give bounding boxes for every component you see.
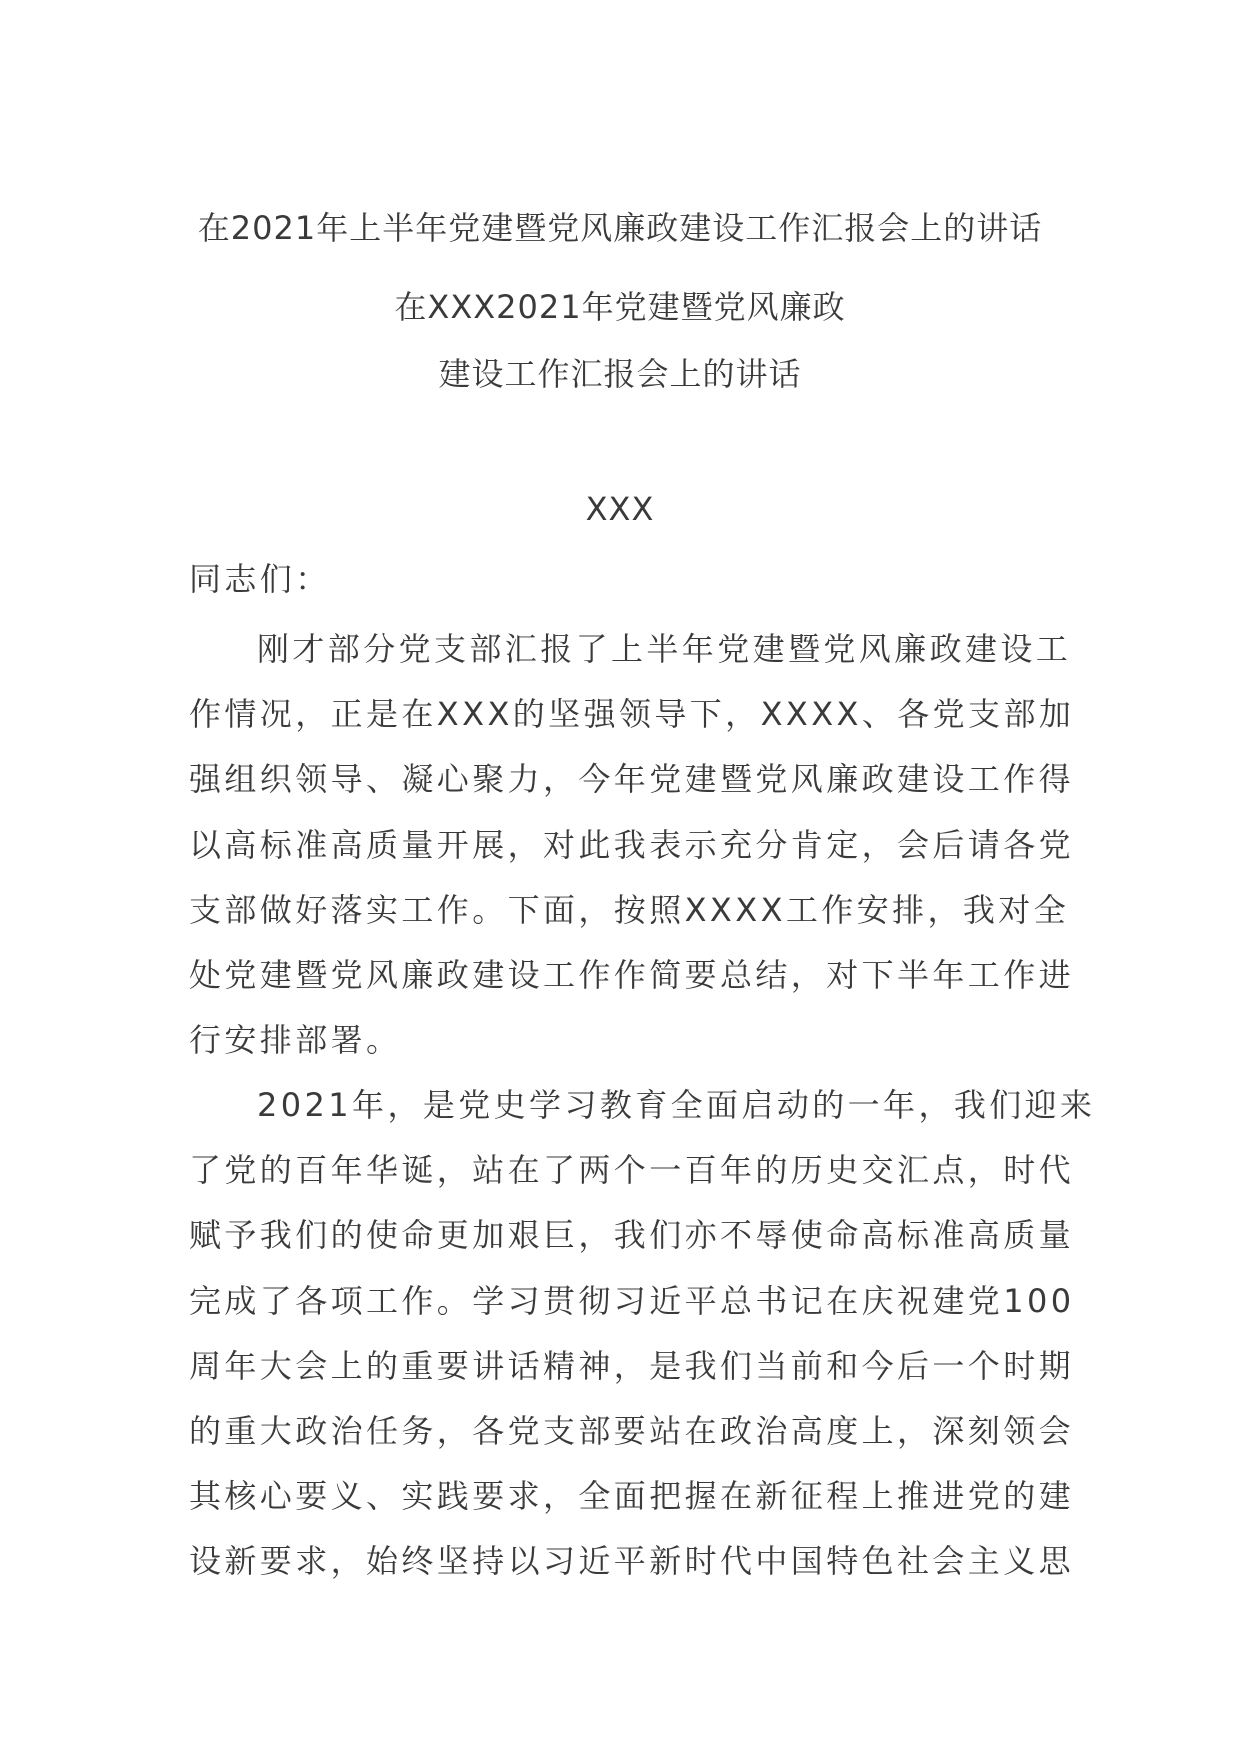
paragraph-2-line: 赋予我们的使命更加艰巨，我们亦不辱使命高标准高质量	[189, 1216, 1075, 1255]
paragraph-1-line: 刚才部分党支部汇报了上半年党建暨党风廉政建设工	[257, 630, 1072, 668]
paragraph-1-line: 处党建暨党风廉政建设工作作简要总结，对下半年工作进	[189, 956, 1075, 994]
paragraph-1-line: 支部做好落实工作。下面，按照XXXX工作安排，我对全	[189, 890, 1070, 929]
paragraph-1-line: 强组织领导、凝心聚力，今年党建暨党风廉政建设工作得	[189, 760, 1075, 799]
paragraph-1-line: 行安排部署。	[189, 1021, 402, 1060]
paragraph-2-line: 2021年，是党史学习教育全面启动的一年，我们迎来	[257, 1086, 1096, 1124]
paragraph-2-line: 的重大政治任务，各党支部要站在政治高度上，深刻领会	[189, 1412, 1075, 1450]
subtitle-line-2: 建设工作汇报会上的讲话	[438, 355, 802, 393]
paragraph-2-line: 设新要求，始终坚持以习近平新时代中国特色社会主义思	[189, 1542, 1075, 1581]
paragraph-2-line: 完成了各项工作。学习贯彻习近平总书记在庆祝建党100	[189, 1281, 1075, 1320]
main-title: 在2021年上半年党建暨党风廉政建设工作汇报会上的讲话	[197, 209, 1043, 247]
paragraph-2-line: 其核心要义、实践要求，全面把握在新征程上推进党的建	[189, 1477, 1075, 1516]
subtitle-line-1: 在XXX2021年党建暨党风廉政	[394, 288, 846, 326]
paragraph-2-line: 了党的百年华诞，站在了两个一百年的历史交汇点，时代	[189, 1151, 1075, 1190]
paragraph-1-line: 以高标准高质量开展，对此我表示充分肯定，会后请各党	[189, 825, 1075, 864]
salutation: 同志们：	[189, 560, 331, 598]
author: XXX	[585, 490, 655, 528]
paragraph-1-line: 作情况，正是在XXX的坚强领导下，XXXX、各党支部加	[189, 695, 1075, 734]
paragraph-2-line: 周年大会上的重要讲话精神，是我们当前和今后一个时期	[189, 1346, 1075, 1385]
